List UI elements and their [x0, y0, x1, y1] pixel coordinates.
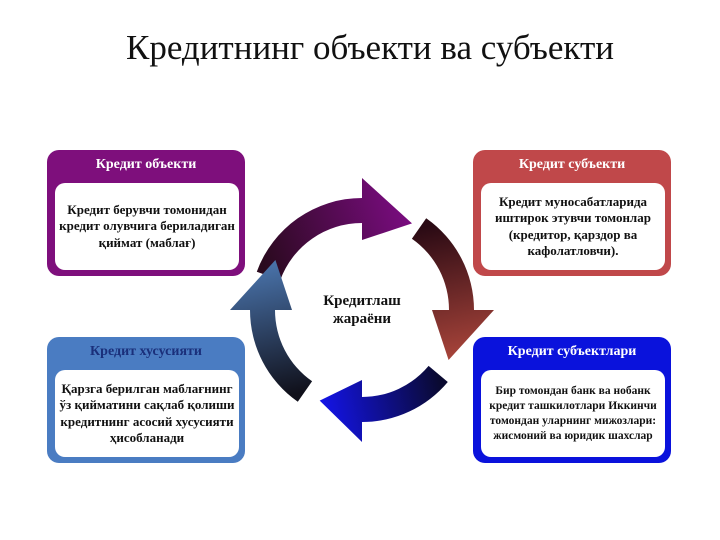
credit-feature-box	[47, 337, 245, 463]
box-text: Кредит муносабатларида иштирок этувчи томонлар (кредитор, қарздор ва кафолатловчи).	[481, 183, 665, 270]
credit-subject-box	[473, 150, 671, 276]
credit-subjects-box	[473, 337, 671, 463]
slide-title: Кредитнинг объекти ва субъекти	[125, 28, 615, 67]
credit-object-box	[47, 150, 245, 276]
box-header: Кредит субъектлари	[507, 344, 637, 359]
box-text: Қарзга берилган маблағнинг ўз қийматини сақлаб қолиши кредитнинг асосий хусусияти ҳисобланади	[55, 370, 239, 457]
box-header: Кредит объекти	[95, 157, 197, 172]
box-text: Кредит берувчи томонидан кредит олувчига бериладиган қиймат (маблағ)	[55, 183, 239, 270]
arrow-bottom-icon	[320, 366, 448, 442]
box-header: Кредит субъекти	[518, 157, 626, 172]
arrow-top-icon	[257, 178, 412, 280]
box-text: Бир томондан банк ва нобанк кредит ташкилотлари Иккинчи томондан уларнинг мижозлари: жисмоний ва юридик шахслар	[481, 370, 665, 457]
box-header: Кредит хусусияти	[90, 344, 202, 359]
center-label: Кредитлаш жараёни	[323, 293, 401, 327]
